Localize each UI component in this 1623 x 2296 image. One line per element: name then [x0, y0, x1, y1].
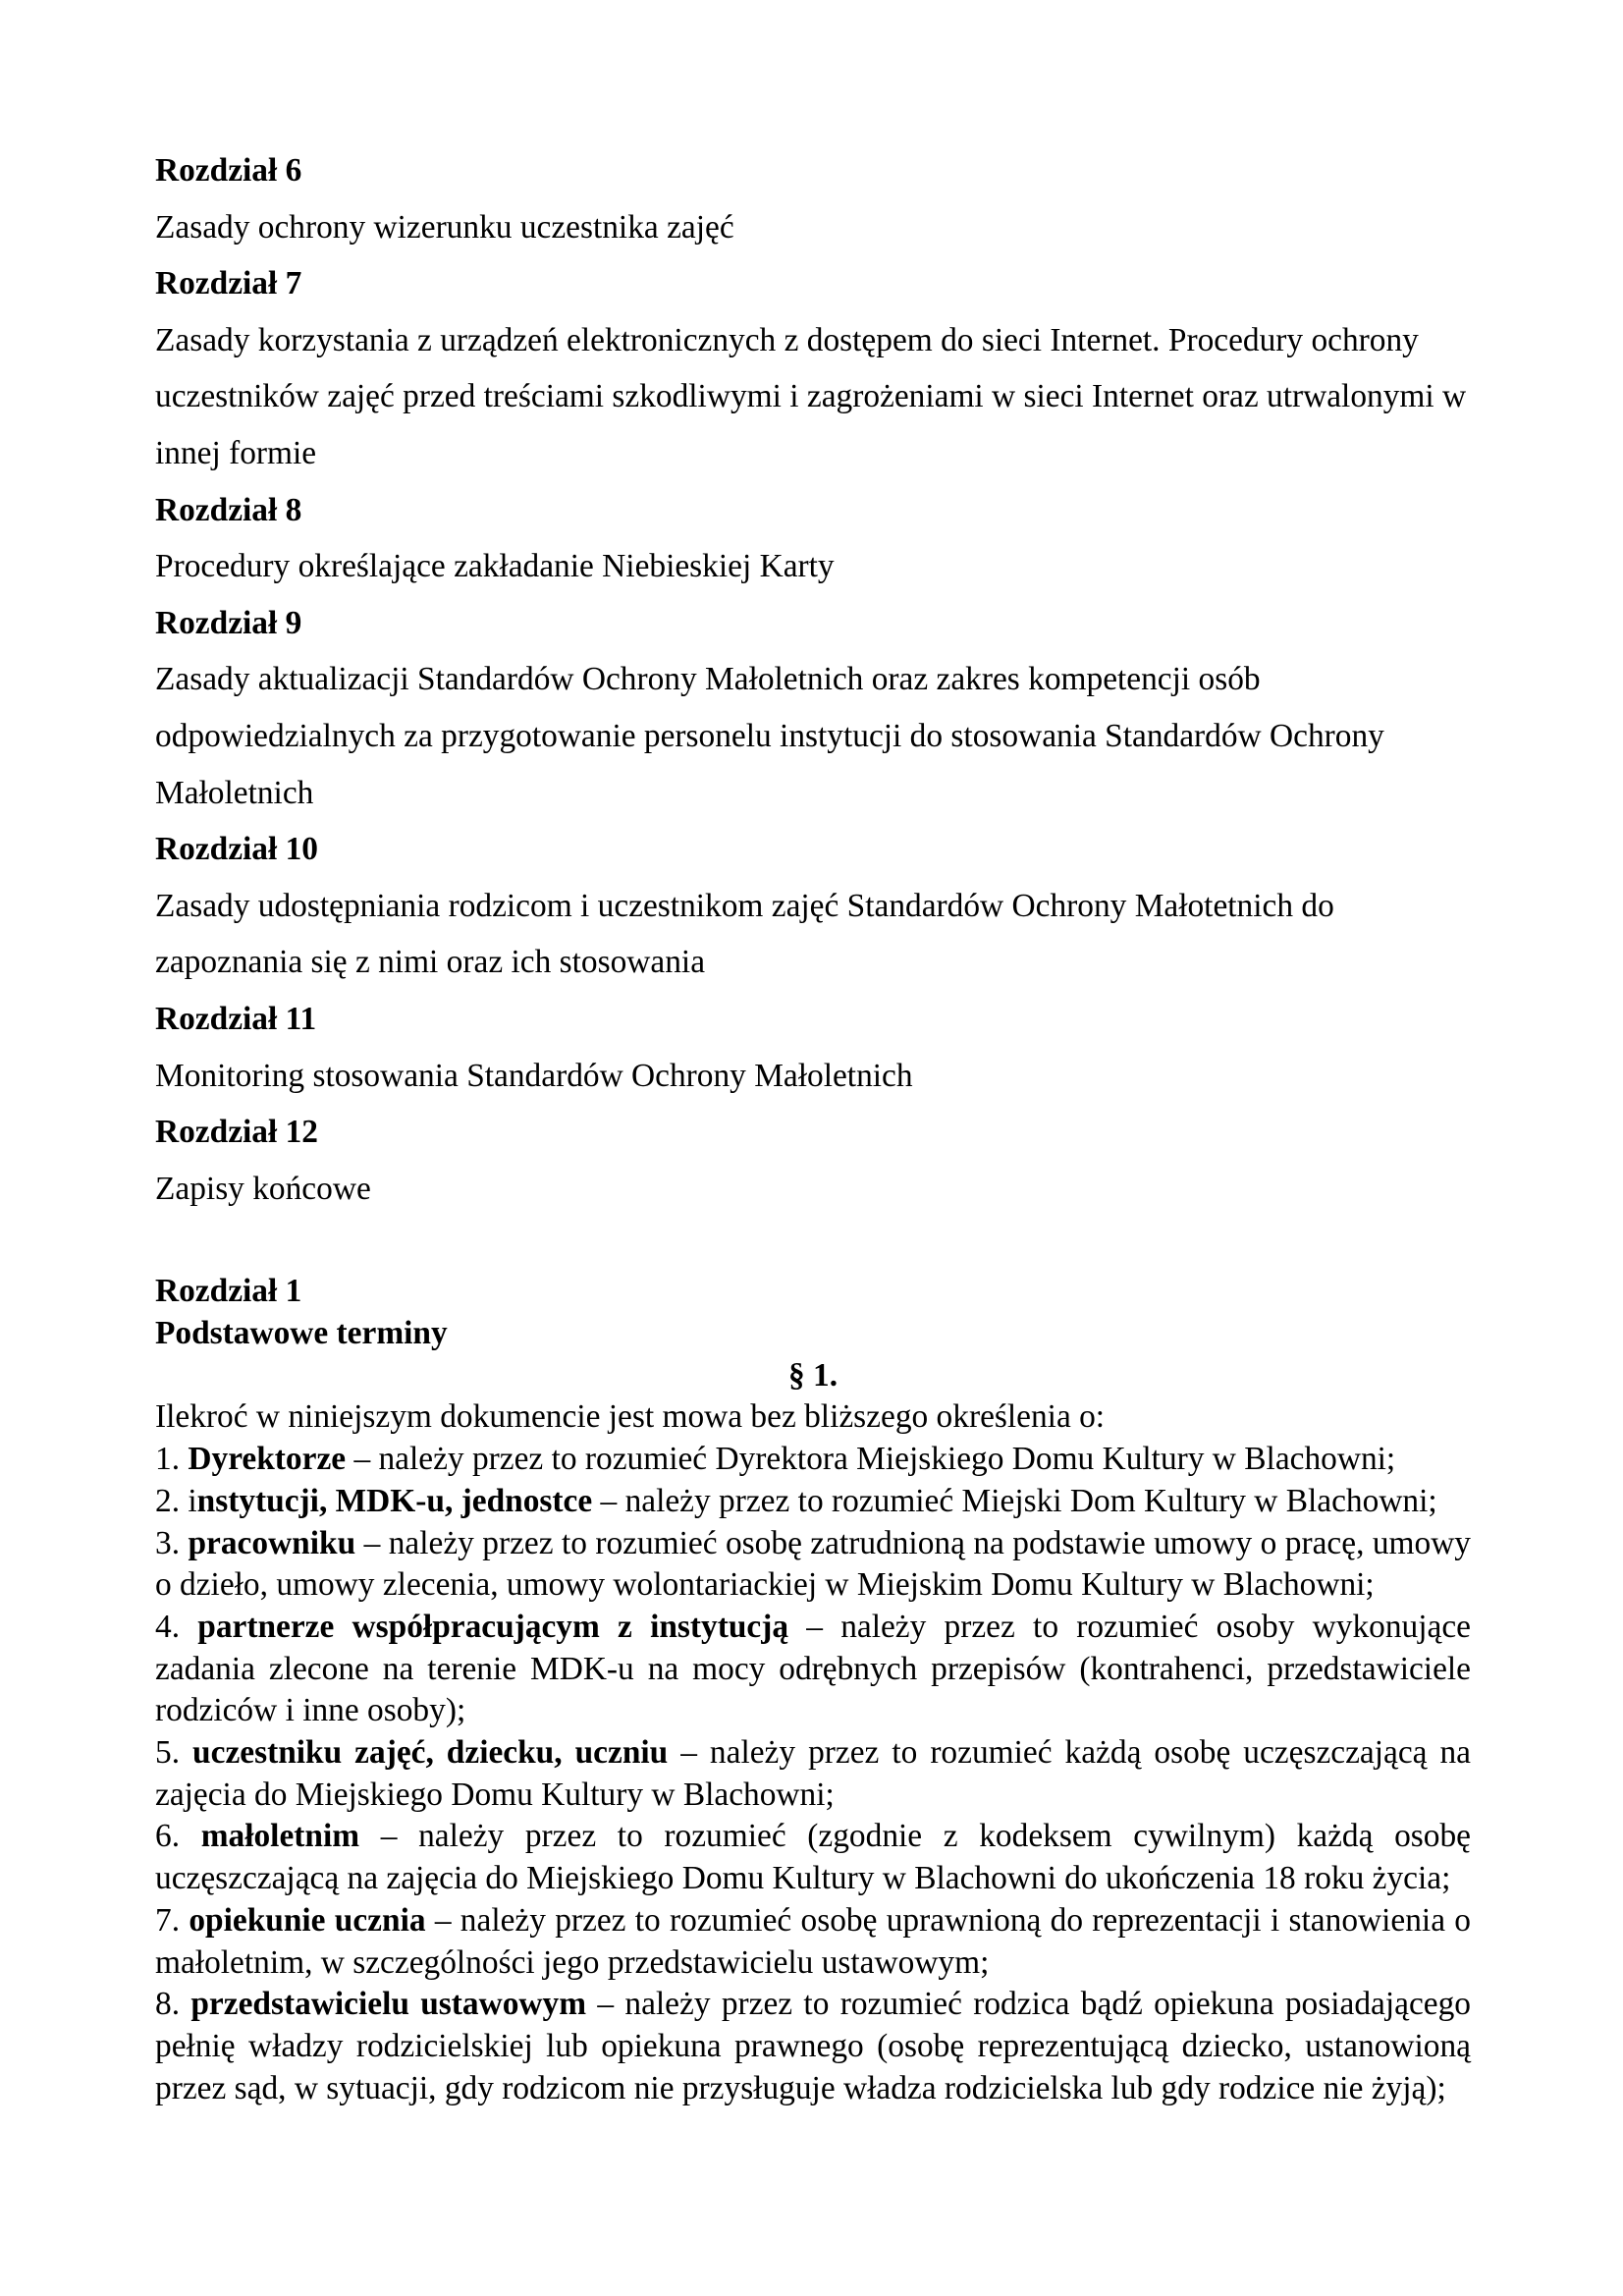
chapter-1-section: [155, 1271, 1471, 2109]
toc-line: innej formie: [155, 434, 317, 471]
definition-line: 3. pracowniku – należy przez to rozumieć osobę zatrudnioną na podstawie umowy o pracę, umowy: [155, 1524, 1472, 1561]
toc-chapter-heading: Rozdział 6: [155, 152, 302, 189]
toc-line: Zasady aktualizacji Standardów Ochrony Małoletnich oraz zakres kompetencji osób: [155, 661, 1261, 698]
table-of-contents: [155, 142, 1471, 1217]
definition-line: 2. instytucji, MDK-u, jednostce – należy przez to rozumieć Miejski Dom Kultury w Blachowni;: [155, 1482, 1437, 1519]
definition-line: rodziców i inne osoby);: [155, 1692, 466, 1729]
toc-chapter-heading: Rozdział 10: [155, 831, 319, 868]
toc-line: Zasady udostępniania rodzicom i uczestnikom zajęć Standardów Ochrony Małotetnich do: [155, 887, 1334, 924]
chapter-subheading: Podstawowe terminy: [155, 1314, 448, 1351]
toc-line: Zapisy końcowe: [155, 1170, 371, 1207]
definition-line: 5. uczestniku zajęć, dziecku, uczniu – należy przez to rozumieć każdą osobę uczęszczającą na: [155, 1734, 1471, 1772]
toc-line: Zasady korzystania z urządzeń elektronicznych z dostępem do sieci Internet. Procedury ochrony: [155, 321, 1419, 358]
definitions-list: [155, 1439, 1471, 2109]
toc-line: Monitoring stosowania Standardów Ochrony Małoletnich: [155, 1057, 913, 1094]
definition-line: 1. Dyrektorze – należy przez to rozumieć Dyrektora Miejskiego Domu Kultury w Blachowni;: [155, 1441, 1396, 1478]
toc-line: Zasady ochrony wizerunku uczestnika zajęć: [155, 208, 734, 246]
toc-chapter-heading: Rozdział 8: [155, 491, 302, 528]
toc-chapter-heading: Rozdział 11: [155, 1000, 317, 1037]
toc-chapter-heading: Rozdział 7: [155, 265, 302, 302]
toc-chapter-heading: Rozdział 12: [155, 1114, 319, 1151]
definition-line: uczęszczającą na zajęcia do Miejskiego Domu Kultury w Blachowni do ukończenia 18 roku życia;: [155, 1860, 1451, 1897]
definitions-intro: Ilekroć w niniejszym dokumencie jest mowa bez bliższego określenia o:: [155, 1398, 1106, 1436]
definition-line: o dzieło, umowy zlecenia, umowy wolontariackiej w Miejskim Domu Kultury w Blachowni;: [155, 1566, 1375, 1604]
toc-chapter-heading: Rozdział 9: [155, 604, 302, 641]
toc-line: zapoznania się z nimi oraz ich stosowania: [155, 944, 706, 981]
definition-line: 8. przedstawicielu ustawowym – należy przez to rozumieć rodzica bądź opiekuna posiadającego: [155, 1986, 1471, 2023]
toc-line: uczestników zajęć przed treściami szkodliwymi i zagrożeniami w sieci Internet oraz utrwalonymi w: [155, 378, 1467, 415]
chapter-heading: Rozdział 1: [155, 1273, 302, 1310]
definition-line: pełnię władzy rodzicielskiej lub opiekuna prawnego (osobę reprezentującą dziecko, ustanowioną: [155, 2027, 1471, 2064]
toc-line: Małoletnich: [155, 774, 314, 811]
definition-line: małoletnim, w szczególności jego przedstawicielu ustawowym;: [155, 1943, 990, 1981]
definition-line: 6. małoletnim – należy przez to rozumieć (zgodnie z kodeksem cywilnym) każdą osobę: [155, 1818, 1472, 1855]
toc-line: odpowiedzialnych za przygotowanie personelu instytucji do stosowania Standardów Ochrony: [155, 717, 1384, 754]
definition-line: 7. opiekunie ucznia – należy przez to rozumieć osobę uprawnioną do reprezentacji i stanowienia o: [155, 1901, 1471, 1939]
paragraph-mark: § 1.: [787, 1356, 839, 1394]
toc-line: Procedury określające zakładanie Niebieskiej Karty: [155, 548, 835, 585]
definition-line: zadania zlecone na terenie MDK-u na mocy odrębnych przepisów (kontrahenci, przedstawiciele: [155, 1650, 1471, 1687]
definition-line: przez sąd, w sytuacji, gdy rodzicom nie przysługuje władza rodzicielska lub gdy rodzice nie żyją);: [155, 2069, 1446, 2106]
definition-line: 4. partnerze współpracującym z instytucją – należy przez to rozumieć osoby wykonujące: [155, 1608, 1471, 1645]
definition-line: zajęcia do Miejskiego Domu Kultury w Blachowni;: [155, 1776, 835, 1813]
